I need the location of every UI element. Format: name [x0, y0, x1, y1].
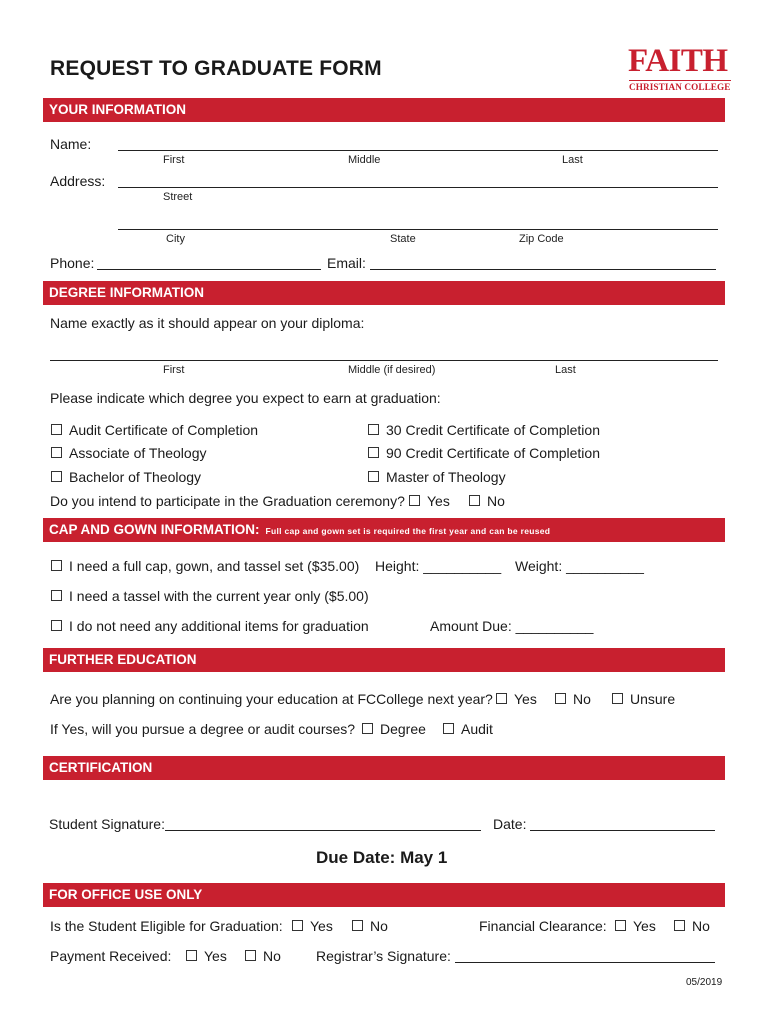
continue-yes-label: Yes — [514, 691, 537, 707]
diploma-middle-caption: Middle (if desired) — [348, 364, 436, 376]
checkbox-payment-no[interactable] — [245, 950, 256, 961]
cert-date-label: Date: — [493, 816, 527, 832]
checkbox-financial-no[interactable] — [674, 920, 685, 931]
ceremony-no-label: No — [487, 493, 505, 509]
checkbox-tassel-only[interactable] — [51, 590, 62, 601]
ceremony-question: Do you intend to participate in the Graduation ceremony? — [50, 493, 405, 509]
pursue-audit-label: Audit — [461, 721, 493, 737]
phone-field[interactable] — [97, 269, 321, 270]
eligible-no-label: No — [370, 918, 388, 934]
checkbox-audit-certificate[interactable] — [51, 424, 62, 435]
logo-sub-text: CHRISTIAN COLLEGE — [629, 82, 731, 92]
checkbox-bachelor-theology[interactable] — [51, 471, 62, 482]
no-items-label: I do not need any additional items for graduation — [69, 618, 369, 634]
payment-received-label: Payment Received: — [50, 948, 172, 964]
checkbox-ceremony-yes[interactable] — [409, 495, 420, 506]
financial-clearance-label: Financial Clearance: — [479, 918, 607, 934]
section-cap-gown — [43, 518, 725, 542]
cap-gown-note: Full cap and gown set is required the first year and can be reused — [265, 526, 551, 536]
option-bachelor-theology: Bachelor of Theology — [69, 469, 202, 485]
checkbox-ceremony-no[interactable] — [469, 495, 480, 506]
section-office-use: FOR OFFICE USE ONLY — [43, 883, 725, 907]
option-90-credit: 90 Credit Certificate of Completion — [386, 445, 600, 461]
payment-no-label: No — [263, 948, 281, 964]
registrar-signature-label: Registrar’s Signature: — [316, 948, 451, 964]
checkbox-continue-unsure[interactable] — [612, 693, 623, 704]
student-signature-label: Student Signature: — [49, 816, 165, 832]
section-certification: CERTIFICATION — [43, 756, 725, 780]
pursue-question: If Yes, will you pursue a degree or audit courses? — [50, 721, 356, 737]
degree-prompt: Please indicate which degree you expect to earn at graduation: — [50, 390, 441, 406]
checkbox-full-set[interactable] — [51, 560, 62, 571]
state-caption: State — [390, 233, 416, 245]
amount-due-field[interactable]: Amount Due: __________ — [430, 618, 594, 634]
diploma-first-caption: First — [163, 364, 185, 376]
weight-field[interactable]: Weight: __________ — [515, 558, 644, 574]
name-first-caption: First — [163, 154, 185, 166]
checkbox-pursue-degree[interactable] — [362, 723, 373, 734]
option-30-credit: 30 Credit Certificate of Completion — [386, 422, 600, 438]
continue-question: Are you planning on continuing your education at FCCollege next year? — [50, 691, 493, 707]
checkbox-pursue-audit[interactable] — [443, 723, 454, 734]
checkbox-payment-yes[interactable] — [186, 950, 197, 961]
street-field[interactable] — [118, 187, 718, 188]
option-associate-theology: Associate of Theology — [69, 445, 207, 461]
registrar-signature-field[interactable] — [455, 962, 715, 963]
name-field[interactable] — [118, 150, 718, 151]
section-degree-information: DEGREE INFORMATION — [43, 281, 725, 305]
checkbox-continue-no[interactable] — [555, 693, 566, 704]
checkbox-90-credit[interactable] — [368, 447, 379, 458]
cap-gown-title: CAP AND GOWN INFORMATION: — [49, 522, 260, 537]
checkbox-30-credit[interactable] — [368, 424, 379, 435]
email-field[interactable] — [370, 269, 716, 270]
eligible-yes-label: Yes — [310, 918, 333, 934]
city-caption: City — [166, 233, 185, 245]
diploma-name-field[interactable] — [50, 360, 718, 361]
payment-yes-label: Yes — [204, 948, 227, 964]
pursue-degree-label: Degree — [380, 721, 426, 737]
diploma-last-caption: Last — [555, 364, 576, 376]
continue-no-label: No — [573, 691, 591, 707]
cert-date-field[interactable] — [530, 830, 715, 831]
address-label: Address: — [50, 173, 106, 189]
name-middle-caption: Middle — [348, 154, 381, 166]
email-label: Email: — [327, 255, 366, 271]
checkbox-eligible-yes[interactable] — [292, 920, 303, 931]
section-your-information: YOUR INFORMATION — [43, 98, 725, 122]
option-master-theology: Master of Theology — [386, 469, 506, 485]
college-logo — [628, 43, 731, 92]
page-title: REQUEST TO GRADUATE FORM — [50, 57, 382, 80]
checkbox-no-items[interactable] — [51, 620, 62, 631]
option-audit-certificate: Audit Certificate of Completion — [69, 422, 259, 438]
zip-caption: Zip Code — [519, 233, 564, 245]
form-version: 05/2019 — [686, 977, 723, 988]
checkbox-eligible-no[interactable] — [352, 920, 363, 931]
checkbox-master-theology[interactable] — [368, 471, 379, 482]
section-further-education: FURTHER EDUCATION — [43, 648, 725, 672]
logo-main-text: FAITH — [628, 43, 728, 79]
financial-no-label: No — [692, 918, 710, 934]
due-date: Due Date: May 1 — [316, 848, 448, 867]
name-label: Name: — [50, 136, 92, 152]
continue-unsure-label: Unsure — [630, 691, 676, 707]
diploma-prompt: Name exactly as it should appear on your diploma: — [50, 315, 365, 331]
phone-label: Phone: — [50, 255, 95, 271]
student-signature-field[interactable] — [165, 830, 481, 831]
city-state-zip-field[interactable] — [118, 229, 718, 230]
full-set-label: I need a full cap, gown, and tassel set ($35.00) — [69, 558, 360, 574]
checkbox-financial-yes[interactable] — [615, 920, 626, 931]
eligible-question: Is the Student Eligible for Graduation: — [50, 918, 283, 934]
tassel-label: I need a tassel with the current year only ($5.00) — [69, 588, 369, 604]
height-field[interactable]: Height: __________ — [375, 558, 502, 574]
name-last-caption: Last — [562, 154, 583, 166]
financial-yes-label: Yes — [633, 918, 656, 934]
checkbox-continue-yes[interactable] — [496, 693, 507, 704]
checkbox-associate-theology[interactable] — [51, 447, 62, 458]
ceremony-yes-label: Yes — [427, 493, 450, 509]
street-caption: Street — [163, 191, 193, 203]
